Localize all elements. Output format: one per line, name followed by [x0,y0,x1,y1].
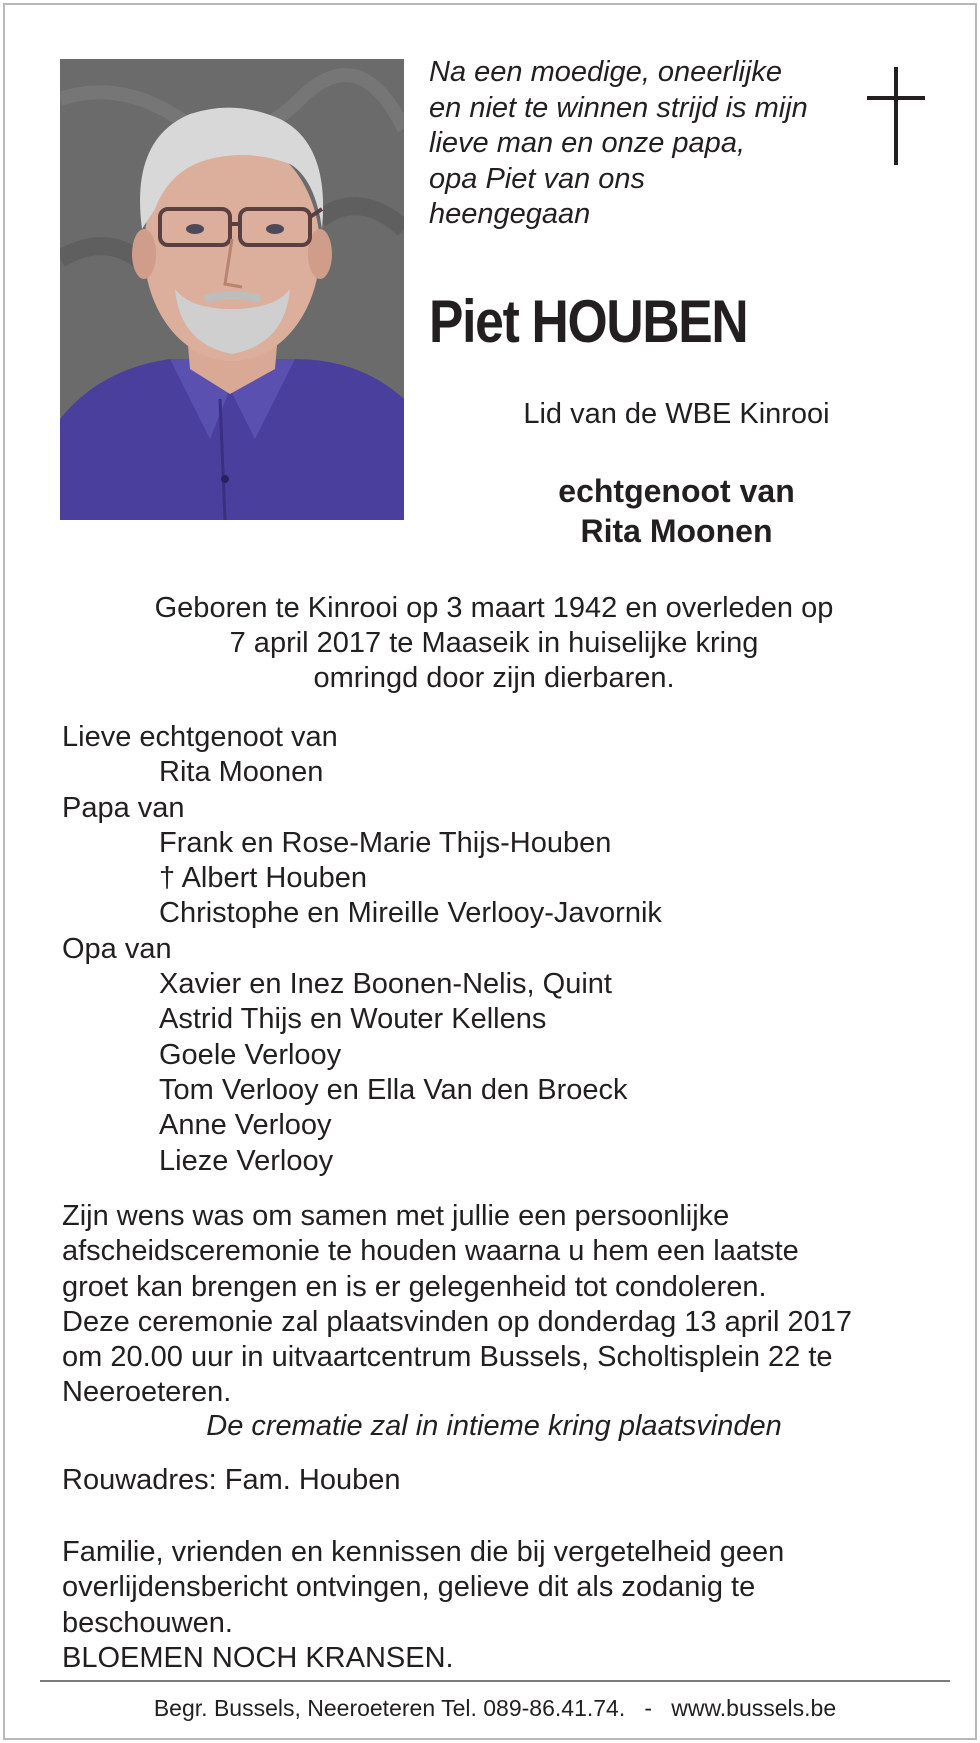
family-member: Astrid Thijs en Wouter Kellens [159,1003,547,1036]
intro-text [429,55,849,233]
ceremony-text [62,1199,952,1411]
family-heading: Lieve echtgenoot van [62,721,338,753]
funeral-home-footer: Begr. Bussels, Neeroeteren Tel. 089-86.41.74. - www.bussels.be [153,1695,837,1721]
deceased-name: Piet HOUBEN [429,288,748,355]
spouse-name: Rita Moonen [580,513,773,549]
intro-line: en niet te winnen strijd is mijn [429,91,808,124]
born-line: 7 april 2017 te Maaseik in huiselijke kring [229,627,759,659]
intro-line: opa Piet van ons [429,162,646,195]
family-member: Goele Verlooy [159,1038,342,1071]
birth-death-text [60,591,928,696]
family-member: Tom Verlooy en Ella Van den Broeck [159,1073,628,1106]
obituary-card [3,3,977,1740]
membership-line: Lid van de WBE Kinrooi [523,398,830,430]
notice-line: beschouwen. [62,1606,233,1639]
spouse-block [429,471,924,551]
portrait-photo [60,59,404,520]
intro-line: Na een moedige, oneerlijke [429,56,783,88]
family-member: Anne Verlooy [159,1109,332,1142]
intro-line: lieve man en onze papa, [429,127,745,159]
family-member: † Albert Houben [159,862,367,895]
ceremony-line: groet kan brengen en is er gelegenheid tot condoleren. [62,1270,767,1303]
ceremony-line: Neeroeteren. [62,1376,232,1409]
ceremony-line: afscheidsceremonie te houden waarna u hem een laatste [62,1235,799,1268]
cremation-note: De crematie zal in intieme kring plaatsvinden [206,1410,782,1442]
family-member: Xavier en Inez Boonen-Nelis, Quint [159,968,612,1001]
family-member: Lieze Verlooy [159,1144,334,1177]
ceremony-line: Deze ceremonie zal plaatsvinden op donderdag 13 april 2017 [62,1305,852,1338]
family-member: Frank en Rose-Marie Thijs-Houben [159,826,612,859]
notice-text [62,1535,942,1676]
born-line: omringd door zijn dierbaren. [313,662,675,694]
notice-line: Familie, vrienden en kennissen die bij vergetelheid geen [62,1536,785,1568]
intro-line: heengegaan [429,198,591,230]
family-member: Rita Moonen [159,756,324,789]
family-member: Christophe en Mireille Verlooy-Javornik [159,897,662,930]
spouse-line: echtgenoot van [558,473,795,509]
ceremony-line: Zijn wens was om samen met jullie een persoonlijke [62,1200,730,1232]
mourning-address: Rouwadres: Fam. Houben [62,1464,401,1496]
notice-line: BLOEMEN NOCH KRANSEN. [62,1641,454,1674]
family-list [62,720,942,1179]
family-heading: Opa van [62,932,172,965]
family-heading: Papa van [62,791,185,824]
portrait-illustration [60,59,404,520]
footer-divider [40,1680,950,1682]
born-line: Geboren te Kinrooi op 3 maart 1942 en overleden op [154,592,834,624]
cross-icon [867,67,925,165]
ceremony-line: om 20.00 uur in uitvaartcentrum Bussels, Scholtisplein 22 te [62,1341,833,1374]
notice-line: overlijdensbericht ontvingen, gelieve dit als zodanig te [62,1571,756,1604]
